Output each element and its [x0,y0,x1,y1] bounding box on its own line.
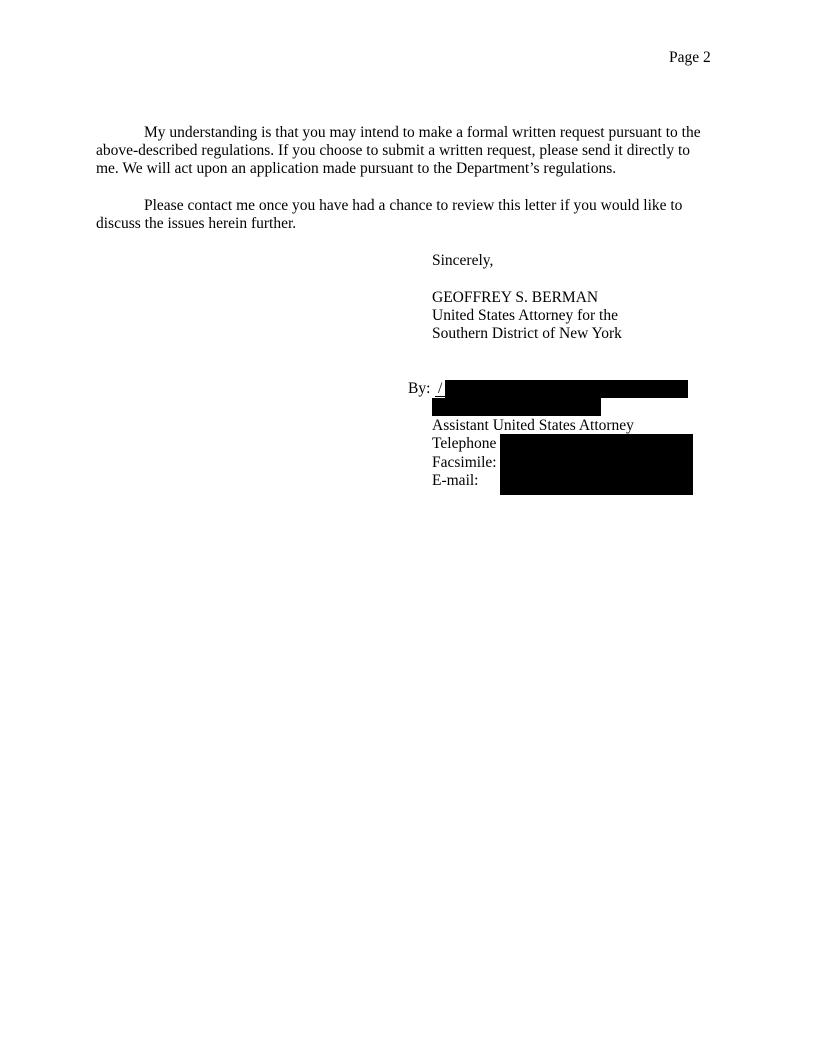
telephone-label: Telephone [432,435,497,452]
signer-name: GEOFFREY S. BERMAN [432,289,599,306]
paragraph-line: above-described regulations. If you choose to submit a written request, please send it directly to [96,142,690,159]
closing: Sincerely, [432,252,494,269]
paragraph-line: discuss the issues herein further. [96,215,297,232]
page-number: Page 2 [669,49,711,66]
paragraph-line: me. We will act upon an application made pursuant to the Department’s regulations. [96,160,617,177]
signature-underline [435,396,445,397]
redaction-attorney-name [432,398,601,416]
paragraph-line: Please contact me once you have had a chance to review this letter if you would like to [144,197,683,214]
aus-title: Assistant United States Attorney [432,417,634,434]
redaction-contact-details [500,434,693,495]
signer-title-line-1: United States Attorney for the [432,307,618,324]
signer-title-line-2: Southern District of New York [432,325,622,342]
facsimile-label: Facsimile: [432,454,497,471]
paragraph-line: My understanding is that you may intend to make a formal written request pursuant to the [144,124,701,141]
by-label: By: [408,380,431,397]
email-label: E-mail: [432,472,479,489]
redaction-signature [445,380,688,398]
signature-slash: / [438,380,443,397]
